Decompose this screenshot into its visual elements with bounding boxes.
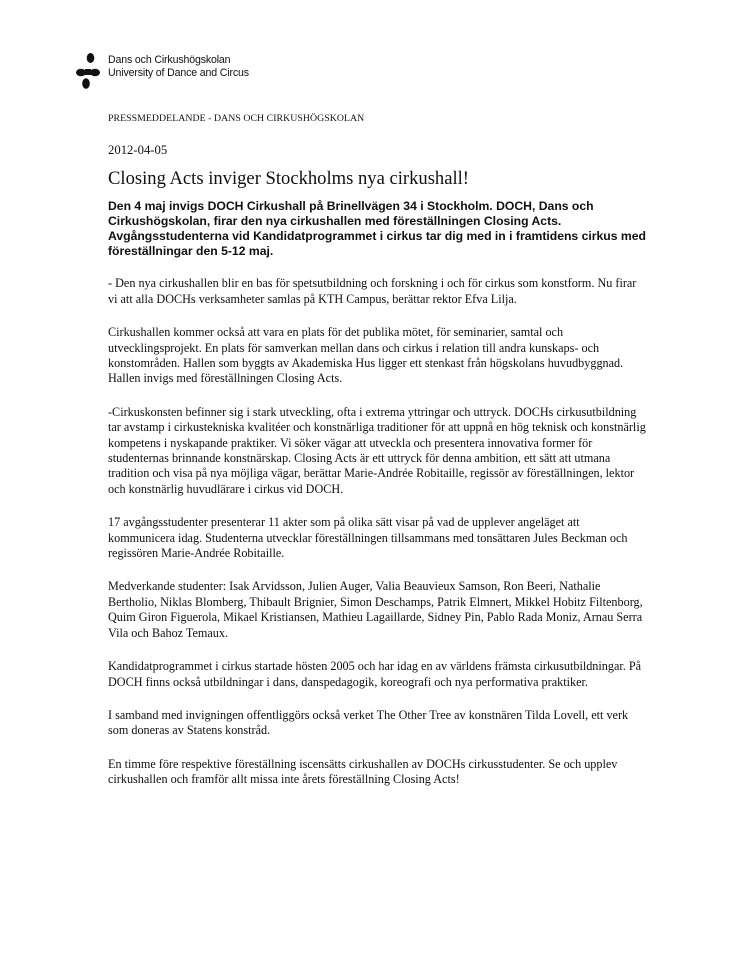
doch-logo-icon (76, 53, 100, 89)
body-paragraph: I samband med invigningen offentliggörs också verket The Other Tree av konstnären Tilda Lovell, ett verk som doneras av Statens konstråd. (108, 707, 629, 738)
institution-name-swedish: Dans och Cirkushögskolan (108, 54, 231, 66)
body-paragraph: Kandidatprogrammet i cirkus startade hösten 2005 och har idag en av världens främsta cirkusutbildningar. På DOCH finns också utbildningar i dans, danspedagogik, koreografi och nya performativa praktiker. (108, 659, 642, 689)
body-paragraph: 17 avgångsstudenter presenterar 11 akter som på olika sätt visar på vad de upplever angeläget att kommunicera idag. Studenterna utvecklar föreställningen tillsammans med tonsättaren Jules Beckman och regissören Marie-Andrée Robitaille. (108, 515, 628, 561)
press-release-label: PRESSMEDDELANDE - DANS OCH CIRKUSHÖGSKOLAN (108, 113, 365, 124)
headline: Closing Acts inviger Stockholms nya cirkushall! (108, 168, 469, 189)
body-paragraph: -Cirkuskonsten befinner sig i stark utveckling, ofta i extrema yttringar och uttryck. DOCHs cirkusutbildning tar avstamp i cirkustekniska kvalitéer och konstnärliga traditioner för att uppnå en hög teknisk och konstnärlig kompetens i nyskapande praktiker. Vi söker vägar att utveckla och presentera innovativa former för studenternas brinnande konstnärskap. Closing Acts är ett uttryck för denna ambition, ett sätt att utmana tradition och visa på nya möjliga vägar, berättar Marie-Andrée Robitaille, regissör av föreställningen, lektor och konstnärlig huvudlärare i cirkus vid DOCH. (108, 404, 646, 496)
lead-paragraph: Den 4 maj invigs DOCH Cirkushall på Brinellvägen 34 i Stockholm. DOCH, Dans och Cirkushögskolan, firar den nya cirkushallen med föreställningen Closing Acts. Avgångsstudenterna vid Kandidatprogrammet i cirkus tar dig med in i framtidens cirkus med föreställningar den 5-12 maj. (108, 199, 646, 259)
document-body (108, 112, 648, 806)
institution-name-english: University of Dance and Circus (108, 66, 249, 79)
institution-name (108, 54, 249, 79)
release-date: 2012-04-05 (108, 143, 168, 157)
body-paragraph: - Den nya cirkushallen blir en bas för spetsutbildning och forskning i och för cirkus som konstform. Nu firar vi att alla DOCHs verksamheter samlas på KTH Campus, berättar rektor Efva Lilja. (108, 276, 637, 306)
body-paragraph: Cirkushallen kommer också att vara en plats för det publika mötet, för seminarier, samtal och utvecklingsprojekt. En plats för samverkan mellan dans och cirkus i relation till andra kunskaps- och konstområden. Hallen som byggts av Akademiska Hus ligger ett stenkast från högskolans huvudbyggnad. Hallen invigs med föreställningen Closing Acts. (108, 325, 624, 386)
student-list-paragraph: Medverkande studenter: Isak Arvidsson, Julien Auger, Valia Beauvieux Samson, Ron Beeri, Nathalie Bertholio, Niklas Blomberg, Thibault Brignier, Simon Deschamps, Patrik Elmnert, Mikkel Hobitz Filtenborg, Quim Giron Figuerola, Mikael Kristiansen, Mathieu Lagaillarde, Sidney Pin, Pablo Rada Moniz, Arnau Serra Vila och Bahoz Temaux. (108, 579, 643, 640)
body-paragraph: En timme före respektive föreställning iscensätts cirkushallen av DOCHs cirkusstudenter. Se och upplev cirkushallen och framför allt missa inte årets föreställning Closing Acts! (108, 756, 618, 787)
